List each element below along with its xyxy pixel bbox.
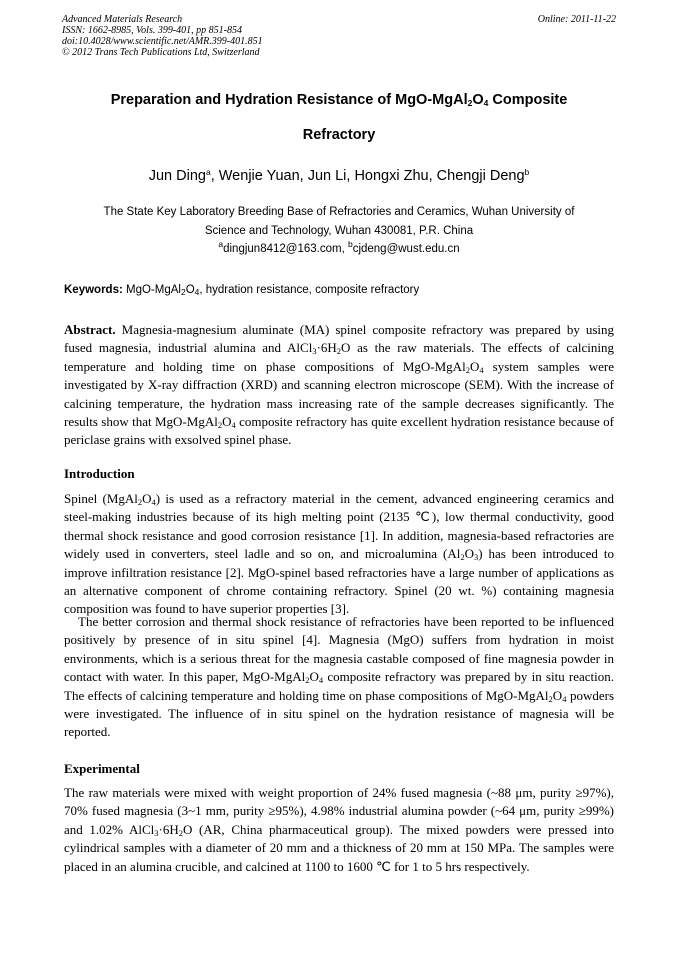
- section-heading-experimental: Experimental: [64, 761, 140, 776]
- experimental-paragraph-1: The raw materials were mixed with weight proportion of 24% fused magnesia (~88 μm, purity ≥97%), 70% fused magnesia (3~1 mm, purity ≥95%), 4.98% industrial alumina powder (~64 μm, purity ≥99%) and 1.02% $AlCl_3\cdot 6H_2O$ (AR, China pharmaceutical group). The mixed powders were pressed into cylindrical samples with a diameter of 20 mm and a thickness of 20 mm at 150 MPa. The samples were placed in an alumina crucible, and calcined at 1100 to 1600 ℃ for 1 to 5 hrs respectively.: [64, 785, 614, 874]
- journal-name: Advanced Materials Research: [62, 14, 183, 25]
- author-list: Jun Ding$^a$, Wenjie Yuan, Jun Li, Hongxi Zhu, Chengji Deng$^b$: [148, 167, 530, 184]
- abstract: Abstract. Magnesia-magnesium aluminate (MA) spinel composite refractory was prepared by using fused magnesia, industrial alumina and $AlCl_3\cdot 6H_2O$ as the raw materials. The effects of calcining temperature and holding time on phase compositions of MgO-$MgAl_2O_4$ system samples were investigated by X-ray diffraction (XRD) and scanning electron microscope (SEM). With the increase of calcining temperature, the hydration mass increasing rate of the sample decreases significantly. The results show that MgO-$MgAl_2O_4$ composite refractory has quite excellent hydration resistance because of periclase grains with exsolved spinel phase.: [64, 322, 615, 448]
- journal-header: [62, 14, 263, 58]
- introduction-paragraph-1: Spinel $(MgAl_2O_4)$ is used as a refractory material in the cement, advanced engineering ceramics and steel-making industries because of its high melting point (2135 ℃), low thermal conductivity, good thermal shock resistance and good corrosion resistance [1]. In addition, magnesia-based refractories are widely used in converters, steel ladle and so on, and microalumina $(Al_2O_3)$ has been introduced to improve infiltration resistance [2]. MgO-spinel based refractories have a large number of applications as an alternative component of chrome containing refractory. Spinel (20 wt. %) containing magnesia composition was found to have superior properties [3].: [64, 491, 614, 617]
- author-emails: $^a$dingjun8412@163.com, $^b$cjdeng@wust.edu.cn: [218, 239, 460, 255]
- issn-line: ISSN: 1662-8985, Vols. 399-401, pp 851-854: [62, 25, 242, 36]
- paper-title-line2: Refractory: [302, 127, 376, 143]
- section-heading-introduction: Introduction: [64, 466, 135, 481]
- introduction-paragraph-2: The better corrosion and thermal shock resistance of refractories have been reported to be influenced positively by presence of in situ spinel [4]. Magnesia (MgO) suffers from hydration in moist environments, which is a serious threat for the magnesia castable composed of fine magnesia powder in contact with water. In this paper, MgO-$MgAl_2O_4$ composite refractory was prepared by in situ reaction. The effects of calcining temperature and holding time on phase compositions of MgO-$MgAl_2O_4$ powders were investigated. The influence of in situ spinel on the hydration resistance of magnesia will be reported.: [64, 614, 614, 740]
- doi-line: doi:10.4028/www.scientific.net/AMR.399-401.851: [62, 36, 263, 47]
- affiliation: The State Key Laboratory Breeding Base of Refractories and Ceramics, Wuhan University of Science and Technology, Wuhan 430081, P.R. China: [103, 206, 575, 237]
- online-date: Online: 2011-11-22: [537, 14, 616, 25]
- paper-title: Preparation and Hydration Resistance of MgO-$MgAl_2O_4$ Composite: [110, 92, 568, 108]
- keywords: Keywords: MgO-$MgAl_2O_4$, hydration resistance, composite refractory: [64, 284, 420, 297]
- copyright-line: © 2012 Trans Tech Publications Ltd, Switzerland: [62, 47, 260, 58]
